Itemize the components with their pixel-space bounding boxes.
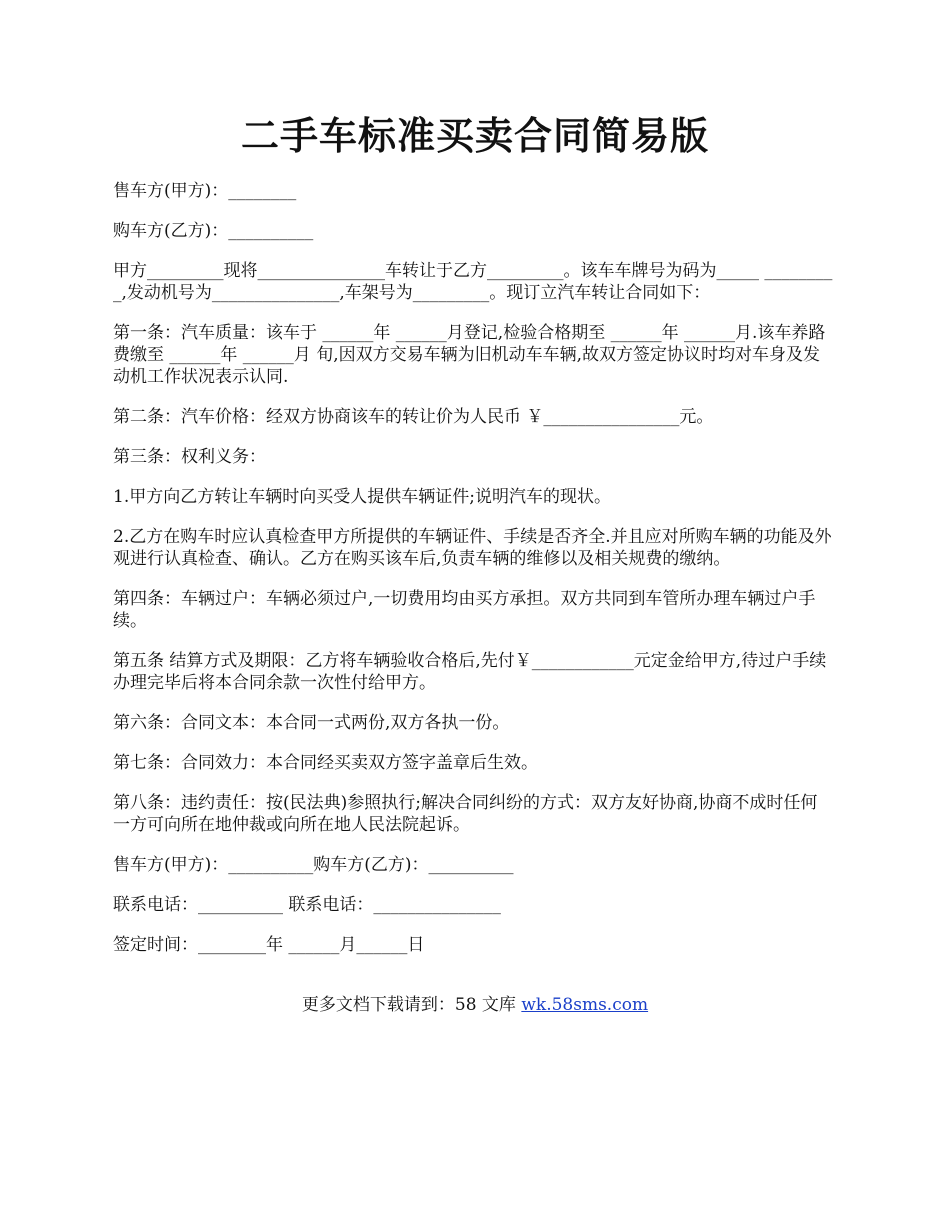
- intro-paragraph: 甲方_________现将_______________车转让于乙方_________。该车车牌号为码为_____ _________,发动机号为_______________,车架号为_________。现订立汽车转让合同如下：: [113, 261, 833, 303]
- clause-3-heading: 第三条：权利义务：: [113, 447, 266, 467]
- clause-4-transfer: 第四条：车辆过户：车辆必须过户,一切费用均由买方承担。双方共同到车管所办理车辆过户手续。: [113, 589, 816, 631]
- download-footer: [0, 994, 950, 1016]
- footer-link[interactable]: wk.58sms.com: [521, 995, 649, 1015]
- clause-3-item-1: 1.甲方向乙方转让车辆时向买受人提供车辆证件;说明汽车的现状。: [113, 487, 611, 507]
- buyer-line: 购车方(乙方)：__________: [113, 221, 314, 241]
- signature-line: 售车方(甲方)：__________购车方(乙方)：__________: [113, 855, 514, 875]
- phone-line: 联系电话：__________ 联系电话：_______________: [113, 895, 501, 915]
- seller-line: 售车方(甲方)：________: [113, 181, 297, 201]
- clause-1-quality: 第一条：汽车质量：该车于 ______年 ______月登记,检验合格期至 ______年 ______月.该车养路费缴至 ______年 ______月 旬,因双方交易车辆为旧机动车车辆,故双方签定协议时均对车身及发动机工作状况表示认同.: [113, 323, 826, 387]
- document-body: [113, 180, 833, 974]
- clause-5-settlement: 第五条 结算方式及期限：乙方将车辆验收合格后,先付￥____________元定金给甲方,待过户手续办理完毕后将本合同余款一次性付给甲方。: [113, 651, 827, 693]
- clause-3-item-2: 2.乙方在购车时应认真检查甲方所提供的车辆证件、手续是否齐全.并且应对所购车辆的功能及外观进行认真检查、确认。乙方在购买该车后,负责车辆的维修以及相关规费的缴纳。: [113, 527, 832, 569]
- signing-date-line: 签定时间：________年 ______月______日: [113, 935, 425, 955]
- document-title: 二手车标准买卖合同简易版: [240, 113, 709, 158]
- clause-2-price: 第二条：汽车价格：经双方协商该车的转让价为人民币 ￥________________元。: [113, 407, 714, 427]
- clause-8-liability: 第八条：违约责任：按(民法典)参照执行;解决合同纠纷的方式：双方友好协商,协商不成时任何一方可向所在地仲裁或向所在地人民法院起诉。: [113, 793, 818, 835]
- footer-prefix: 更多文档下载请到：58 文库: [301, 995, 522, 1015]
- clause-6-copies: 第六条：合同文本：本合同一式两份,双方各执一份。: [113, 713, 510, 733]
- clause-7-effect: 第七条：合同效力：本合同经买卖双方签字盖章后生效。: [113, 753, 538, 773]
